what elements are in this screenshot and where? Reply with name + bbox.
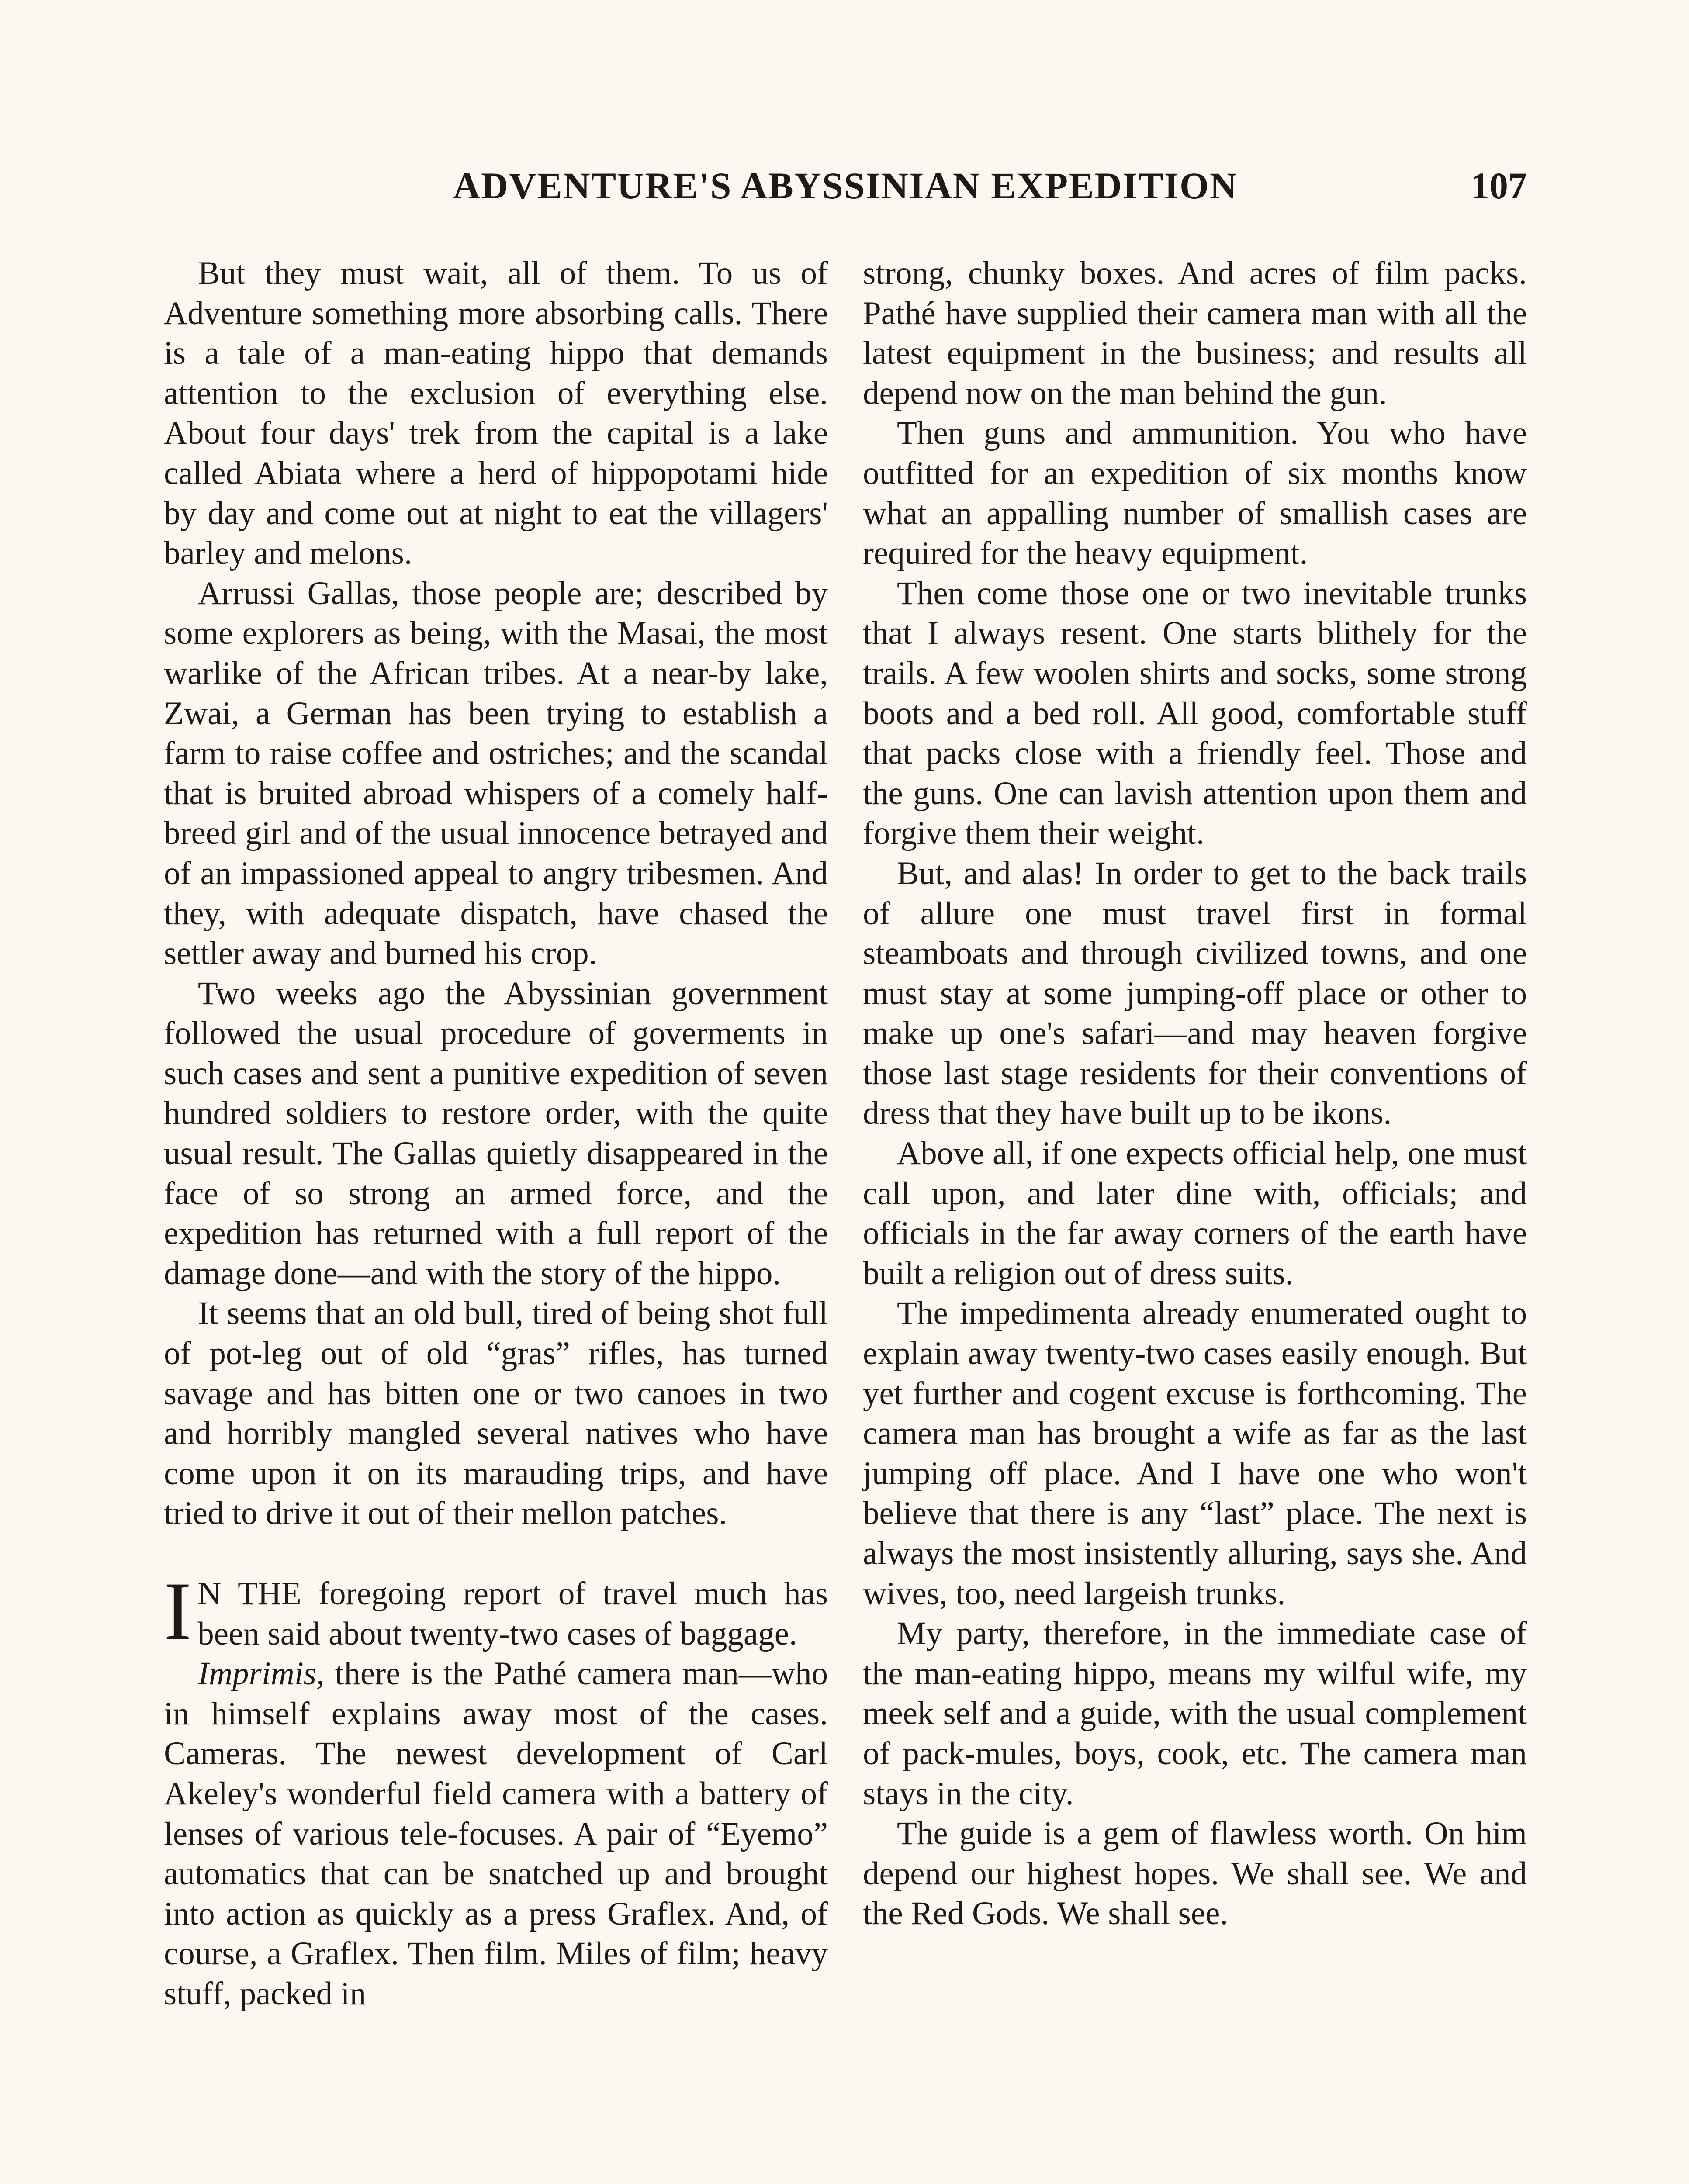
page-number: 107 bbox=[1471, 165, 1527, 207]
paragraph: But, and alas! In order to get to the back trails of allure one must travel first in formal steamboats and through civilized towns, and one must stay at some jumping-off place or other to make up one's safari—and may heaven forgive those last stage residents for their conventions of dress that they have built up to be ikons. bbox=[863, 855, 1527, 1132]
paragraph: Then guns and ammunition. You who have outfitted for an expedition of six months know what an appalling number of smallish cases are required for the heavy equipment. bbox=[863, 415, 1527, 572]
paragraph: My party, therefore, in the immediate case of the man-eating hippo, means my wilful wife, my meek self and a guide, with the usual complement of pack-mules, boys, cook, etc. The camera man stays in the city. bbox=[863, 1615, 1527, 1812]
running-title: ADVENTURE'S ABYSSINIAN EXPEDITION bbox=[453, 165, 1238, 207]
paragraph: But they must wait, all of them. To us of Adventure something more absorbing calls. There is a tale of a man-eating hippo that demands attention to the exclusion of everything else. About four days' trek from the capital is a lake called Abiata where a herd of hippopotami hide by day and come out at night to eat the villagers' barley and melons. bbox=[164, 255, 828, 572]
paragraph: Two weeks ago the Abyssinian government followed the usual procedure of goverments in such cases and sent a punitive expedition of seven hundred soldiers to restore order, with the quite usual result. The Gallas quietly disappeared in the face of so strong an armed force, and the expedition has returned with a full report of the damage done—and with the story of the hippo. bbox=[164, 975, 828, 1292]
paragraph: The guide is a gem of flawless worth. On him depend our highest hopes. We shall see. We and the Red Gods. We shall see. bbox=[863, 1815, 1527, 1932]
paragraph bbox=[164, 1654, 828, 2014]
drop-cap-letter: I bbox=[164, 1565, 192, 1657]
paragraph: strong, chunky boxes. And acres of film packs. Pathé have supplied their camera man with all the latest equipment in the business; and results all depend now on the man behind the gun. bbox=[863, 255, 1527, 411]
paragraph-text: N THE foregoing report of travel much has been said about twenty-two cases of baggage. bbox=[197, 1576, 828, 1652]
paragraph: It seems that an old bull, tired of being shot full of pot-leg out of old “gras” rifles, has turned savage and has bitten one or two canoes in two and horribly mangled several natives who have come upon it on its marauding trips, and have tried to drive it out of their mellon patches. bbox=[164, 1295, 828, 1532]
page-header bbox=[164, 159, 1527, 212]
left-column bbox=[164, 253, 828, 2014]
section-break bbox=[164, 1534, 828, 1574]
paragraph: Then come those one or two inevitable trunks that I always resent. One starts blithely for the trails. A few woolen shirts and socks, some strong boots and a bed roll. All good, comfortable stuff that packs close with a friendly feel. Those and the guns. One can lavish attention upon them and forgive them their weight. bbox=[863, 575, 1527, 852]
paragraph: Arrussi Gallas, those people are; described by some explorers as being, with the Masai, the most warlike of the African tribes. At a near-by lake, Zwai, a German has been trying to establish a farm to raise coffee and ostriches; and the scandal that is bruited abroad whispers of a comely half-breed girl and of the usual innocence betrayed and of an impassioned appeal to angry tribesmen. And they, with adequate dispatch, have chased the settler away and burned his crop. bbox=[164, 575, 828, 972]
paragraph-text: there is the Pathé camera man—who in himself explains away most of the cases. Cameras. The newest development of Carl Akeley's wonderful field camera with a battery of lenses of various tele-focuses. A pair of “Eyemo” automatics that can be snatched up and brought into action as quickly as a press Graflex. And, of course, a Graflex. Then film. Miles of film; heavy stuff, packed in bbox=[164, 1655, 828, 2012]
right-column bbox=[863, 253, 1527, 1934]
paragraph-dropcap bbox=[164, 1565, 828, 1657]
italic-lead: Imprimis, bbox=[198, 1655, 325, 1692]
paragraph: Above all, if one expects official help, one must call upon, and later dine with, officials; and officials in the far away corners of the earth have built a religion out of dress suits. bbox=[863, 1135, 1527, 1292]
paragraph: The impedimenta already enumerated ought to explain away twenty-two cases easily enough. But yet further and cogent excuse is forthcoming. The camera man has brought a wife as far as the last jumping off place. And I have one who won't believe that there is any “last” place. The next is always the most insistently alluring, says she. And wives, too, need largeish trunks. bbox=[863, 1295, 1527, 1612]
